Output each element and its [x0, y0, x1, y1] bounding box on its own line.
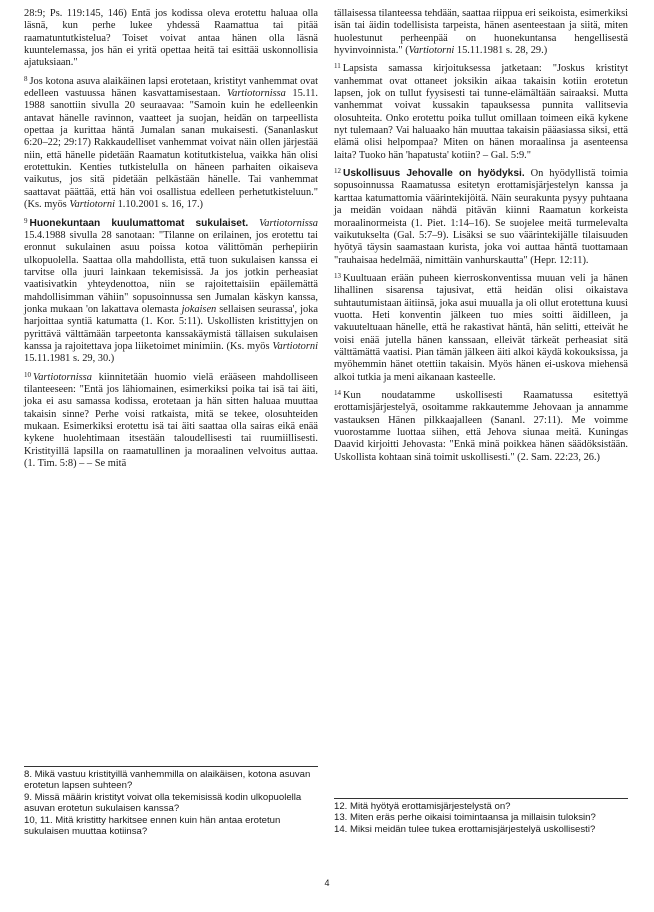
- question-divider: [24, 766, 318, 767]
- section-heading: Uskollisuus Jehovalle on hyödyksi.: [343, 168, 525, 180]
- paragraph-text: kiinnitetään huomio vielä erääseen mahdolliseen tilanteeseen: "Entä jos lähiomainen, esimerkiksi poika tai isä tai äiti, joka ei asu samassa kodissa, erotetaan ja hän sitten haluaa muuttaa takaisin sinne? Perhe voisi ratkaista, mitä se tekee, olosuhteiden mukaan. Esimerkiksi erotettu isä tai äiti saattaa olla sairas eikä enää kykene huolehtimaan itsestään taloudellisesti tai ruumiillisesti. Kristityillä lapsilla on raamatullinen ja moraalinen velvoitus auttaa. (1. Tim. 5:8) – – Se mitä: [24, 371, 318, 470]
- paragraph-10: [24, 369, 318, 471]
- source-title: Vartiotorni: [272, 340, 318, 352]
- study-question: 12. Mitä hyötyä erottamisjärjestelystä on?: [334, 801, 511, 812]
- paragraph-text: 15.11.1981 s. 29, 30.): [24, 353, 115, 365]
- study-questions-right: [334, 796, 628, 835]
- section-heading: Huonekuntaan kuulumattomat sukulaiset.: [29, 217, 249, 229]
- paragraph-number: 13: [334, 271, 341, 280]
- study-question: 14. Miksi meidän tulee tukea erottamisjärjestelyä uskollisesti?: [334, 823, 596, 835]
- paragraph-10-continued: [334, 8, 628, 57]
- paragraph-number: 11: [334, 62, 341, 71]
- paragraph-number: 8: [24, 74, 28, 83]
- source-title: Vartiotornissa: [226, 88, 286, 100]
- paragraph-text: 15.4.1988 sivulla 28 sanotaan: "Tilanne on erilainen, jos erotettu tai eronnut sukulainen asuu poissa kotoa välittömän perhepiirin ulkopuolella. Saattaa olla mahdollista, että tuon sukulaisen kanssa ei tarvitse olla juuri lainkaan tekemisissä. Ja jos jotkin perheasiat vaatisivatkin yhteydenottoa, niin se rajoitettaisiin epäilemättä mahdollisimman vähiin" sopusoinnussa sen Jumalan käskyn kanssa, jonka mukaan 'on lakattava olemasta: [24, 229, 318, 315]
- paragraph-text: Lapsista samassa kirjoituksessa jatketaan: "Joskus kristityt vanhemmat ovat ottaneet joksikin aikaa takaisin kotiin erotetun lapsen, jok on tullut fyysisesti tai tunne-elämältään sairaaksi. Mutta vanhemmat voivat kussakin tapauksessa punnita vallitsevia olosuhteita. Onko erotettu poika tullut omillaan toimeen eikä kykene nyt tulemaan? Vai haluaako hän muuttaa takaisin pääasiassa siksi, että elämä olisi helpompaa? Miten on hänen moraalinsa ja asenteensa laita? Tuoko hän 'hapatusta' kotiin? – Gal. 5:9.": [334, 63, 628, 161]
- paragraph-text: Kuultuaan erään puheen kierroskonventissa muuan veli ja hänen lihallinen sisarensa tajusivat, että heidän olisi oikaistava suhtautumistaan äitiinsä, joka asui muualla ja oli ollut erotettuna kuusi vuotta. Heti konventin jälkeen tuo mies soitti äidilleen, ja vakuuteltuaan hänelle, että he rakastivat häntä, hän selitti, etteivät he voisi enää jutella hänen kanssaan, elleivät tärkeät perheasiat sitä välttämättä vaatisi. Pian tämän jälkeen äiti alkoi käydä kokouksissa, ja myöhemmin hänet otettiin takaisin. Myös hänen ei-uskova miehensä alkoi tutkia ja meni aikanaan kasteelle.: [334, 272, 628, 383]
- emphasis: jokaisen: [181, 303, 217, 315]
- source-title: Vartiotorni: [69, 199, 115, 211]
- right-column: [334, 8, 628, 467]
- question-divider: [334, 798, 628, 799]
- study-questions-left: [24, 764, 318, 837]
- paragraph-text: On hyödyllistä toimia sopusoinnussa Raamatussa esitetyn erottamisjärjestelyn kanssa ja karttaa katumattomia väärintekijöitä. Näin seurakunta pysyy puhtaana ja meidän voidaan nähdä pitävän kiinni Raamatun korkeista moraalinormeista (1. Piet. 1:14–16). Se suojelee meitä turmelevalta vaikutukselta (Gal. 5:7–9). Lisäksi se suo väärintekijälle tilaisuuden hyötyä täysin saamastaan kurista, joka voi auttaa häntä tuottamaan "rauhaisaa hedelmää, nimittäin vanhurskautta" (Hepr. 12:11).: [334, 168, 628, 266]
- paragraph-number: 10: [24, 370, 31, 379]
- paragraph-text: 1.10.2001 s. 16, 17.): [117, 199, 204, 211]
- left-column: [24, 8, 318, 473]
- paragraph-number: 12: [334, 167, 341, 176]
- paragraph-text: sellaisen seurassa', joka harjoittaa syntiä katumatta (1. Kor. 5:11). Uskollisten kristittyjen on pyrittävä välttämään tarpeetonta kanssakäymistä tällaisen sukulaisen kanssa ja rajoitettava jopa liiketoimet minimiin. (Ks. myös: [24, 303, 318, 352]
- paragraph-9: [24, 215, 318, 366]
- paragraph-number: 14: [334, 388, 341, 397]
- source-title: Vartiotorni: [408, 45, 455, 57]
- paragraph-text: 28:9; Ps. 119:145, 146) Entä jos kodissa oleva erotettu haluaa olla läsnä, kun perhe lukee yhdessä Raamattua tai pitää raamatuntutkistelua? Toiset voivat antaa hänen olla läsnä kuuntelemassa, jos hän ei yritä opettaa heitä tai esittää uskonnollisia ajatuksiaan.": [24, 8, 318, 69]
- page-number: 4: [324, 878, 330, 888]
- paragraph-11: [334, 60, 628, 162]
- paragraph-text: tällaisessa tilanteessa tehdään, saattaa riippua eri seikoista, esimerkiksi isän tai äidin todellisista tarpeista, hänen asenteestaan ja siitä, miten huolestunut perheenpää on huonekuntansa hengellisestä hyvinvoinnista." (: [334, 8, 629, 57]
- paragraph-number: 9: [24, 216, 28, 225]
- paragraph-text: 15.11.1981 s. 28, 29.): [456, 45, 548, 57]
- paragraph-text: Kun noudatamme uskollisesti Raamatussa esitettyä erottamisjärjestelyä, osoitamme rakkautemme Jehovaan ja annamme vastauksen Hänen pilkkaajalleen (Sananl. 27:11). Me voimme vuorostamme luottaa siihen, että Jehova siunaa meitä. Kuningas Daavid kirjoitti Jehovasta: "Enkä minä poikkea hänen säädöksistään. Uskollista kohtaan sinä toimit uskollisesti." (2. Sam. 22:23, 26.): [334, 389, 628, 463]
- paragraph-12: [334, 165, 628, 267]
- paragraph-8: [24, 73, 318, 212]
- study-question: 8. Mikä vastuu kristityillä vanhemmilla on alaikäisen, kotona asuvan erotetun lapsen suhteen?: [24, 769, 311, 792]
- source-title: Vartiotornissa: [33, 371, 92, 383]
- paragraph-13: [334, 270, 628, 384]
- paragraph-text: 15.11. 1988 sanottiin sivulla 20 seuraavaa: "Samoin kuin he edelleenkin antavat hänelle ravinnon, vaatteet ja suojan, heidän on tarpeellista opettaa ja kurittaa häntä Jumalan sanan mukaisesti. (Sananlaskut 6:20–22; 29:17) Rakkaudelliset vanhemmat voivat näin ollen järjestää niin, että hänelle pidetään Raamatun kotitutkistelua, vaikka hän olisi erotettukin. Kenties tutkistelulla on häneen parhaiten oikaiseva vaikutus, jos sitä pidetään pelkästään hänelle. Tai vanhemmat saattavat päättää, että hän voi osallistua edelleen perhetutkisteluun." (Ks. myös: [24, 88, 318, 211]
- study-question: 13. Miten eräs perhe oikaisi toimintaansa ja millaisin tuloksin?: [334, 812, 596, 824]
- paragraph-text: Jos kotona asuva alaikäinen lapsi erotetaan, kristityt vanhemmat ovat edelleen vastuussa hänen kasvattamisestaan.: [24, 75, 318, 100]
- study-question: 10, 11. Mitä kristitty harkitsee ennen kuin hän antaa erotetun sukulaisen muuttaa kotiinsa?: [24, 814, 281, 838]
- study-question: 9. Missä määrin kristityt voivat olla tekemisissä kodin ulkopuolella asuvan erotetun sukulaisen kanssa?: [24, 791, 302, 815]
- paragraph-14: [334, 387, 628, 464]
- paragraph-7-continued: [24, 8, 318, 70]
- source-title: Vartiotornissa: [259, 217, 318, 229]
